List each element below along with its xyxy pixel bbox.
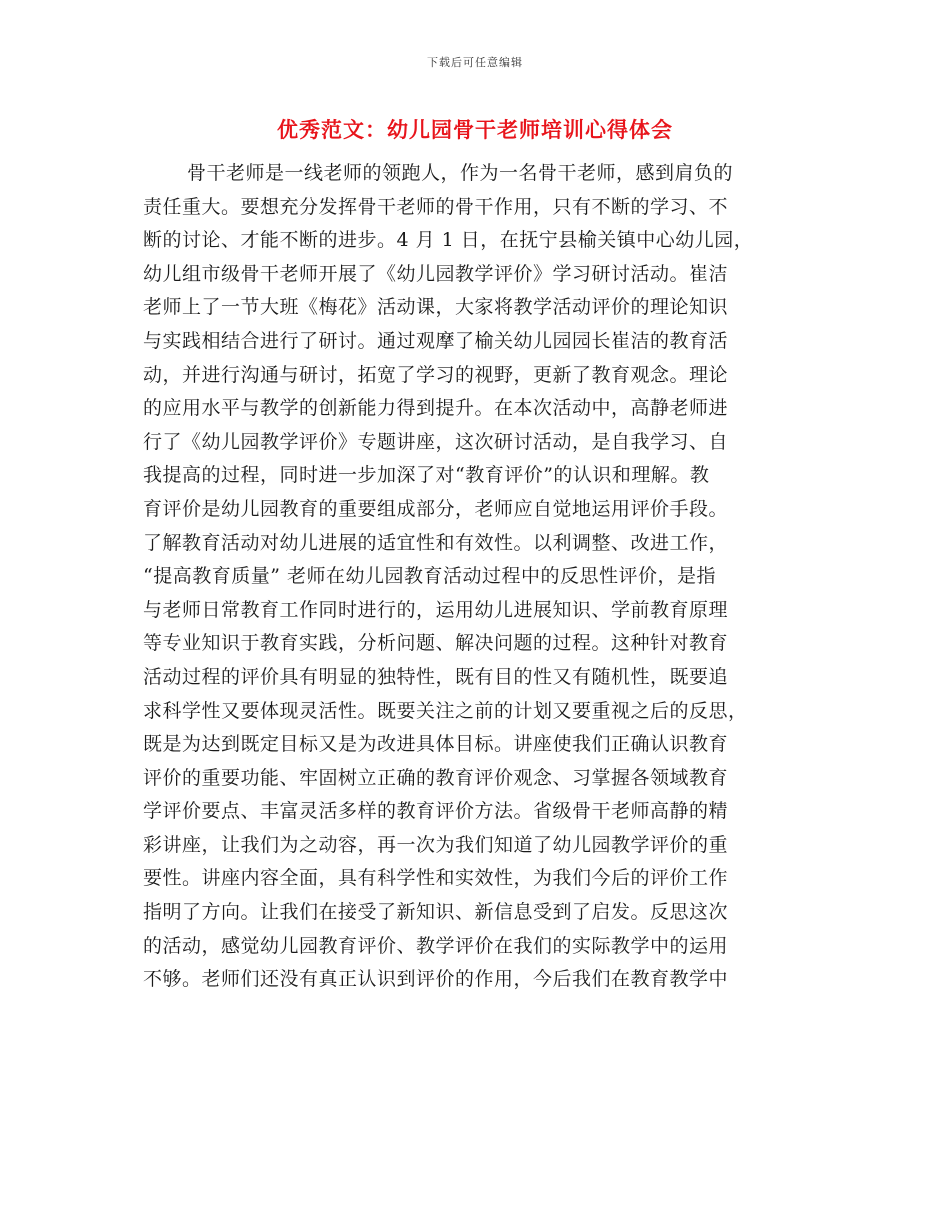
body-line: 动，并进行沟通与研讨，拓宽了学习的视野，更新了教育观念。理论	[143, 363, 729, 386]
header-note: 下载后可任意编辑	[427, 56, 523, 69]
body-line: 断的讨论、才能不断的进步。4 月 1 日，在抚宁县榆关镇中心幼儿园，	[143, 229, 754, 252]
body-line: 行了《幼儿园教学评价》专题讲座，这次研讨活动，是自我学习、自	[143, 430, 729, 453]
body-line: 的活动，感觉幼儿园教育评价、教学评价在我们的实际教学中的运用	[143, 934, 729, 957]
document-body	[143, 157, 803, 997]
body-line: 幼儿组市级骨干老师开展了《幼儿园教学评价》学习研讨活动。崔洁	[143, 262, 729, 285]
body-line: 彩讲座，让我们为之动容，再一次为我们知道了幼儿园教学评价的重	[143, 833, 729, 856]
body-line: “提高教育质量” 老师在幼儿园教育活动过程中的反思性评价，是指	[143, 565, 716, 588]
document-title: 优秀范文：幼儿园骨干老师培训心得体会	[277, 117, 673, 142]
body-line: 既是为达到既定目标又是为改进具体目标。讲座使我们正确认识教育	[143, 733, 729, 756]
body-line: 骨干老师是一线老师的领跑人，作为一名骨干老师，感到肩负的	[187, 162, 734, 184]
body-line: 要性。讲座内容全面，具有科学性和实效性，为我们今后的评价工作	[143, 867, 729, 890]
body-line: 与实践相结合进行了研讨。通过观摩了榆关幼儿园园长崔洁的教育活	[143, 329, 729, 352]
body-line: 了解教育活动对幼儿进展的适宜性和有效性。以利调整、改进工作，	[143, 531, 729, 554]
body-line: 指明了方向。让我们在接受了新知识、新信息受到了启发。反思这次	[143, 901, 729, 924]
body-line: 等专业知识于教育实践，分析问题、解决问题的过程。这种针对教育	[143, 632, 729, 655]
body-line: 求科学性又要体现灵活性。既要关注之前的计划又要重视之后的反思，	[143, 699, 748, 722]
body-line: 责任重大。要想充分发挥骨干老师的骨干作用，只有不断的学习、不	[143, 195, 729, 218]
body-line: 不够。老师们还没有真正认识到评价的作用，今后我们在教育教学中	[143, 968, 729, 991]
body-line: 评价的重要功能、牢固树立正确的教育评价观念、习掌握各领域教育	[143, 766, 729, 789]
body-line: 活动过程的评价具有明显的独特性，既有目的性又有随机性，既要追	[143, 665, 729, 688]
body-line: 与老师日常教育工作同时进行的，运用幼儿进展知识、学前教育原理	[143, 598, 729, 621]
body-line: 我提高的过程，同时进一步加深了对“教育评价”的认识和理解。教	[143, 464, 710, 487]
body-line: 老师上了一节大班《梅花》活动课，大家将教学活动评价的理论知识	[143, 296, 729, 319]
body-line: 学评价要点、丰富灵活多样的教育评价方法。省级骨干老师高静的精	[143, 800, 729, 823]
body-line: 的应用水平与教学的创新能力得到提升。在本次活动中，高静老师进	[143, 397, 729, 420]
body-line: 育评价是幼儿园教育的重要组成部分，老师应自觉地运用评价手段。	[143, 497, 729, 520]
